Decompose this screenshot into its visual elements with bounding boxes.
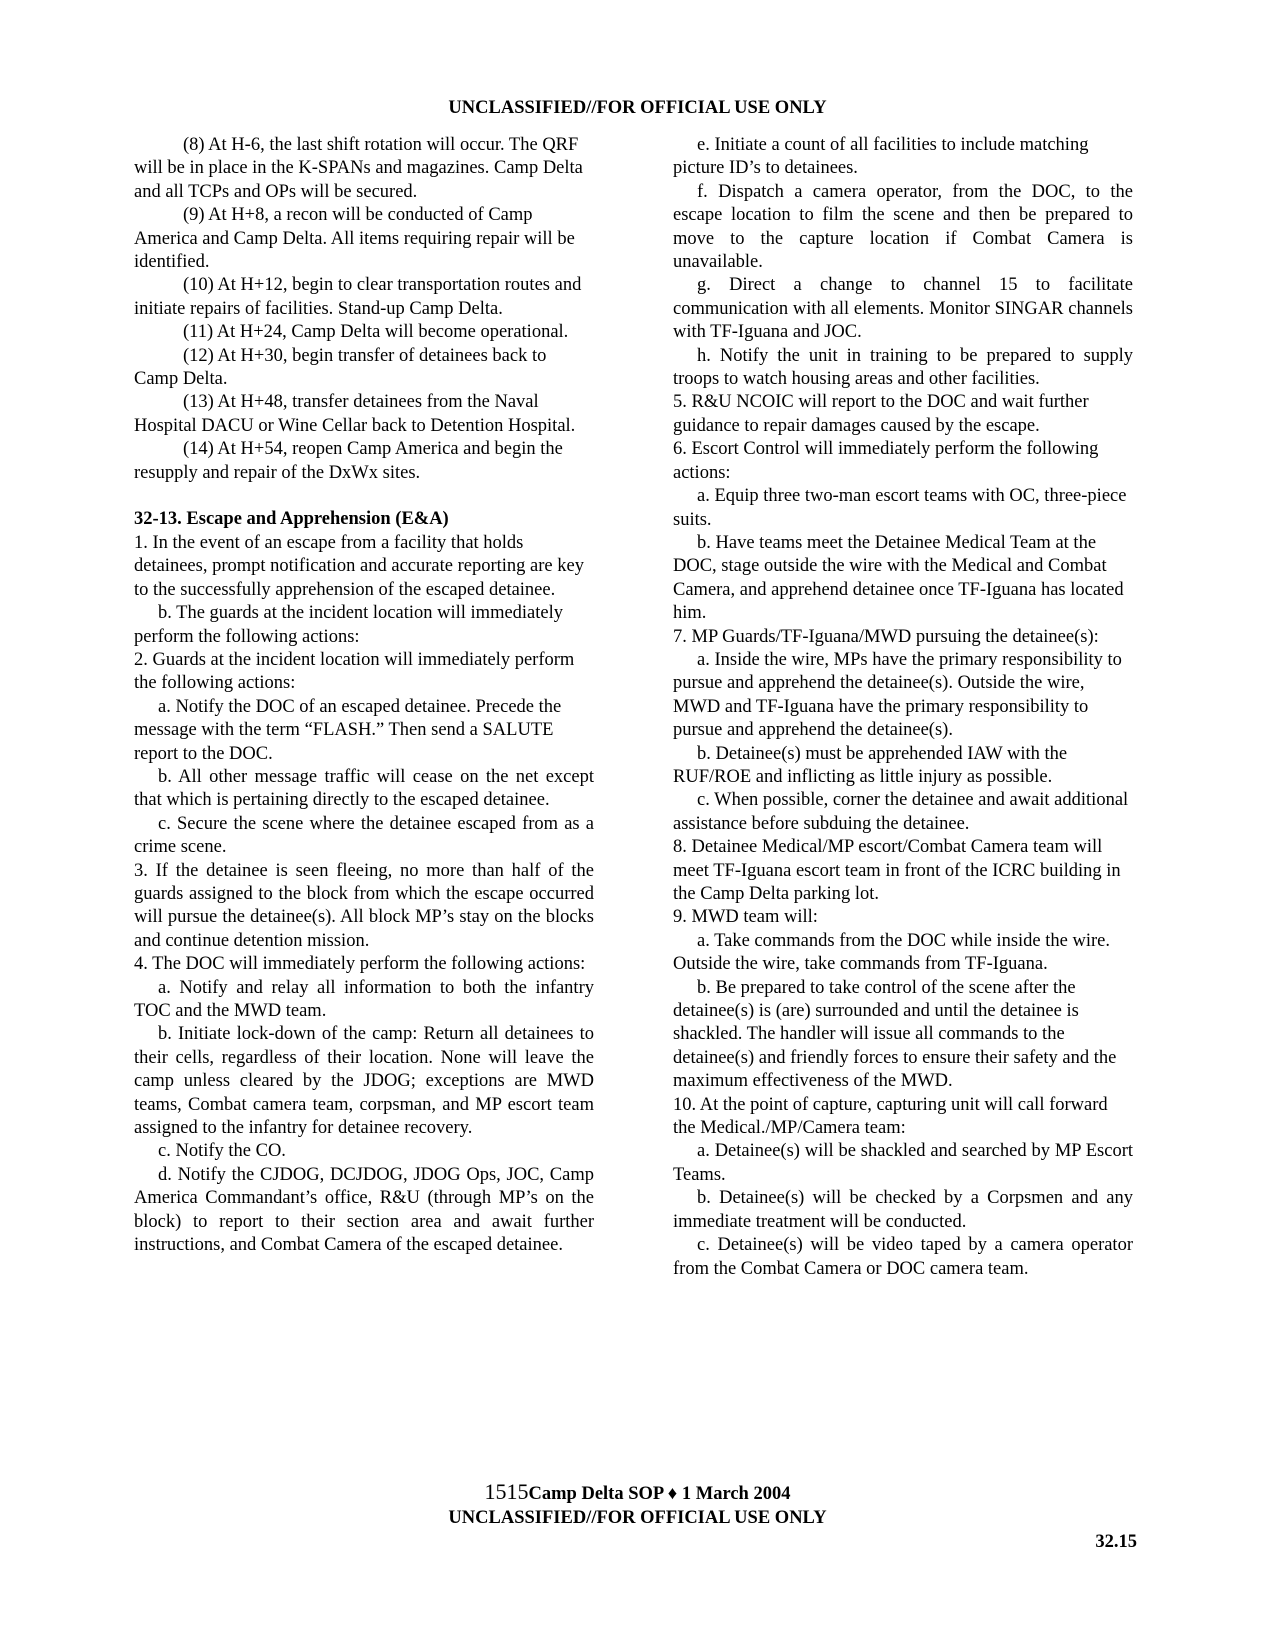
paragraph-4e: e. Initiate a count of all facilities to include matching picture ID’s to detainees. xyxy=(673,135,1089,179)
paragraph-2a: a. Notify the DOC of an escaped detainee. Precede the message with the term “FLASH.” Then send a SALUTE report to the DOC. xyxy=(134,696,562,764)
paragraph-2c: c. Secure the scene where the detainee escaped from as a crime scene. xyxy=(134,813,594,858)
paragraph-4d: d. Notify the CJDOG, DCJDOG, JDOG Ops, JOC, Camp America Commandant’s office, R&U (through MP’s on the block) to report to their section area and await further instructions, and Combat Camera of the escaped detainee. xyxy=(134,1164,594,1256)
paragraph-5: 5. R&U NCOIC will report to the DOC and wait further guidance to repair damages caused by the escape. xyxy=(673,392,1089,436)
header-classification: UNCLASSIFIED//FOR OFFICIAL USE ONLY xyxy=(448,98,827,118)
paragraph-h-48: (13) At H+48, transfer detainees from the Naval Hospital DACU or Wine Cellar back to Detention Hospital. xyxy=(134,392,576,436)
paragraph-10a: a. Detainee(s) will be shackled and searched by MP Escort Teams. xyxy=(673,1141,1133,1185)
paragraph-10b: b. Detainee(s) will be checked by a Corpsmen and any immediate treatment will be conducted. xyxy=(673,1188,1133,1232)
paragraph-4: 4. The DOC will immediately perform the following actions: xyxy=(134,954,586,975)
paragraph-h-8: (9) At H+8, a recon will be conducted of Camp America and Camp Delta. All items requiring repair will be identified. xyxy=(134,205,575,273)
paragraph-9a: a. Take commands from the DOC while inside the wire. Outside the wire, take commands from TF-Iguana. xyxy=(673,930,1110,975)
footer xyxy=(0,1480,1275,1530)
paragraph-6: 6. Escort Control will immediately perform the following actions: xyxy=(673,439,1099,483)
paragraph-6b: b. Have teams meet the Detainee Medical Team at the DOC, stage outside the wire with the Medical and Combat Camera, and apprehend detainee once TF-Iguana has located him. xyxy=(673,532,1124,624)
paragraph-7b: b. Detainee(s) must be apprehended IAW with the RUF/ROE and inflicting as little injury as possible. xyxy=(673,743,1068,787)
paragraph-1b: b. The guards at the incident location will immediately perform the following actions: xyxy=(134,603,564,647)
paragraph-spacer xyxy=(134,485,594,508)
right-column xyxy=(673,134,1133,1281)
paragraph-h-6: (8) At H-6, the last shift rotation will occur. The QRF will be in place in the K-SPANs and magazines. Camp Delta and all TCPs and OPs will be secured. xyxy=(134,135,583,202)
paragraph-4f: f. Dispatch a camera operator, from the DOC, to the escape location to film the scene and then be prepared to move to the capture location if Combat Camera is unavailable. xyxy=(673,181,1133,273)
paragraph-4b: b. Initiate lock-down of the camp: Return all detainees to their cells, regardless of their location. None will leave the camp unless cleared by the JDOG; exceptions are MWD teams, Combat camera team, corpsman, and MP escort team assigned to the infantry for detainee recovery. xyxy=(134,1024,594,1139)
paragraph-4a: a. Notify and relay all information to both the infantry TOC and the MWD team. xyxy=(134,977,594,1022)
paragraph-4c: c. Notify the CO. xyxy=(158,1141,286,1162)
paragraph-9: 9. MWD team will: xyxy=(673,907,818,928)
footer-classification: UNCLASSIFIED//FOR OFFICIAL USE ONLY xyxy=(448,1508,827,1528)
paragraph-10c: c. Detainee(s) will be video taped by a camera operator from the Combat Camera or DOC camera team. xyxy=(673,1235,1133,1279)
paragraph-1: 1. In the event of an escape from a facility that holds detainees, prompt notification and accurate reporting are key to the successfully apprehension of the escaped detainee. xyxy=(134,532,584,600)
paragraph-8: 8. Detainee Medical/MP escort/Combat Camera team will meet TF-Iguana escort team in front of the ICRC building in the Camp Delta parking lot. xyxy=(673,837,1121,904)
document-title: Camp Delta SOP ♦ 1 March 2004 xyxy=(528,1484,791,1504)
paragraph-h-24: (11) At H+24, Camp Delta will become operational. xyxy=(183,322,569,343)
paragraph-4g: g. Direct a change to channel 15 to facilitate communication with all elements. Monitor SINGAR channels with TF-Iguana and JOC. xyxy=(673,275,1133,343)
paragraph-7c: c. When possible, corner the detainee and await additional assistance before subduing the detainee. xyxy=(673,790,1129,834)
page-reference: 32.15 xyxy=(1095,1532,1137,1552)
paragraph-6a: a. Equip three two-man escort teams with OC, three-piece suits. xyxy=(673,486,1127,530)
paragraph-3: 3. If the detainee is seen fleeing, no more than half of the guards assigned to the block from which the escape occurred will pursue the detainee(s). All block MP’s stay on the blocks and continue detention mission. xyxy=(134,860,594,951)
paragraph-h-12: (10) At H+12, begin to clear transportation routes and initiate repairs of facilities. Stand-up Camp Delta. xyxy=(134,275,582,319)
paragraph-4h: h. Notify the unit in training to be prepared to supply troops to watch housing areas and other facilities. xyxy=(673,345,1133,390)
paragraph-7: 7. MP Guards/TF-Iguana/MWD pursuing the detainee(s): xyxy=(673,626,1099,647)
page-number: 1515 xyxy=(484,1479,529,1504)
paragraph-10: 10. At the point of capture, capturing unit will call forward the Medical./MP/Camera team: xyxy=(673,1094,1108,1139)
footer-title-line xyxy=(0,1480,1275,1506)
section-heading: 32-13. Escape and Apprehension (E&A) xyxy=(134,509,449,530)
paragraph-2: 2. Guards at the incident location will immediately perform the following actions: xyxy=(134,649,575,694)
paragraph-7a: a. Inside the wire, MPs have the primary responsibility to pursue and apprehend the detainee(s). Outside the wire, MWD and TF-Iguana have the primary responsibility to pursue and apprehend the detainee(s). xyxy=(673,649,1122,741)
left-column xyxy=(134,134,594,1257)
paragraph-9b: b. Be prepared to take control of the scene after the detainee(s) is (are) surrounded and until the detainee is shackled. The handler will issue all commands to the detainee(s) and friendly forces to ensure their safety and the maximum effectiveness of the MWD. xyxy=(673,977,1117,1092)
paragraph-h-54: (14) At H+54, reopen Camp America and begin the resupply and repair of the DxWx sites. xyxy=(134,439,563,483)
paragraph-h-30: (12) At H+30, begin transfer of detainees back to Camp Delta. xyxy=(134,345,547,390)
paragraph-2b: b. All other message traffic will cease on the net except that which is pertaining directly to the escaped detainee. xyxy=(134,766,594,811)
